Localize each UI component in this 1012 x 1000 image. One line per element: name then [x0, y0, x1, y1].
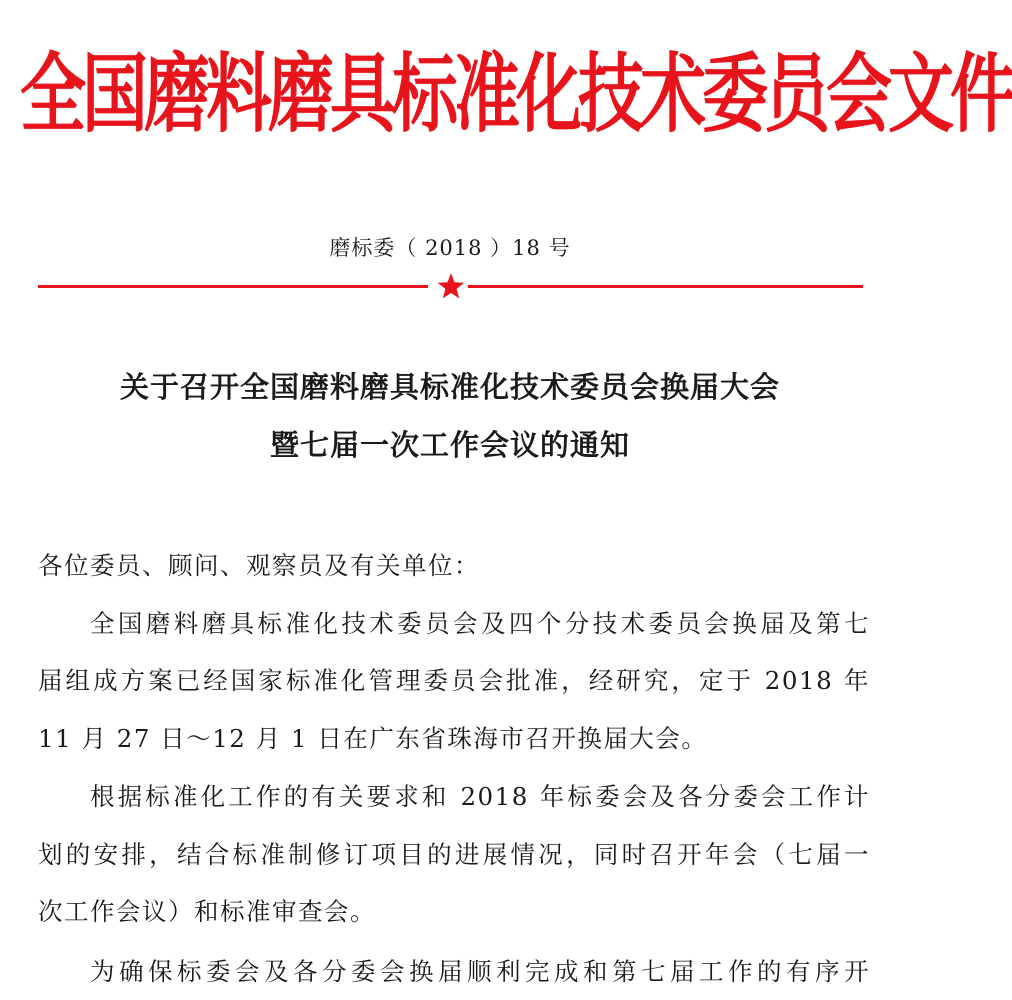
notice-title-line-2: 暨七届一次工作会议的通知 [269, 428, 630, 462]
issuer-header-title: 全国磨料磨具标准化技术委员会文件 [20, 44, 1012, 145]
paragraph-2-line-3: 次工作会议）和标准审查会。 [38, 897, 376, 926]
paragraph-1-line-2: 届组成方案已经国家标准化管理委员会批准，经研究，定于 2018 年 [38, 666, 870, 695]
paragraph-1-line-1: 全国磨料磨具标准化技术委员会及四个分技术委员会换届及第七 [90, 609, 870, 638]
salutation: 各位委员、顾问、观察员及有关单位： [38, 551, 480, 580]
divider-line-left [38, 285, 428, 288]
paragraph-1-line-3: 11 月 27 日～12 月 1 日在广东省珠海市召开换届大会。 [38, 724, 708, 753]
paragraph-3-line-1: 为确保标委会及各分委会换届顺利完成和第七届工作的有序开 [90, 957, 870, 986]
red-star-icon [436, 271, 466, 301]
paragraph-2-line-1: 根据标准化工作的有关要求和 2018 年标委会及各分委会工作计 [90, 782, 870, 811]
paragraph-2-line-2: 划的安排，结合标准制修订项目的进展情况，同时召开年会（七届一 [38, 840, 870, 869]
header-divider [38, 271, 863, 301]
divider-line-right [468, 285, 863, 288]
document-number: 磨标委（ 2018 ）18 号 [329, 236, 571, 260]
notice-title-line-1: 关于召开全国磨料磨具标准化技术委员会换届大会 [119, 370, 780, 404]
